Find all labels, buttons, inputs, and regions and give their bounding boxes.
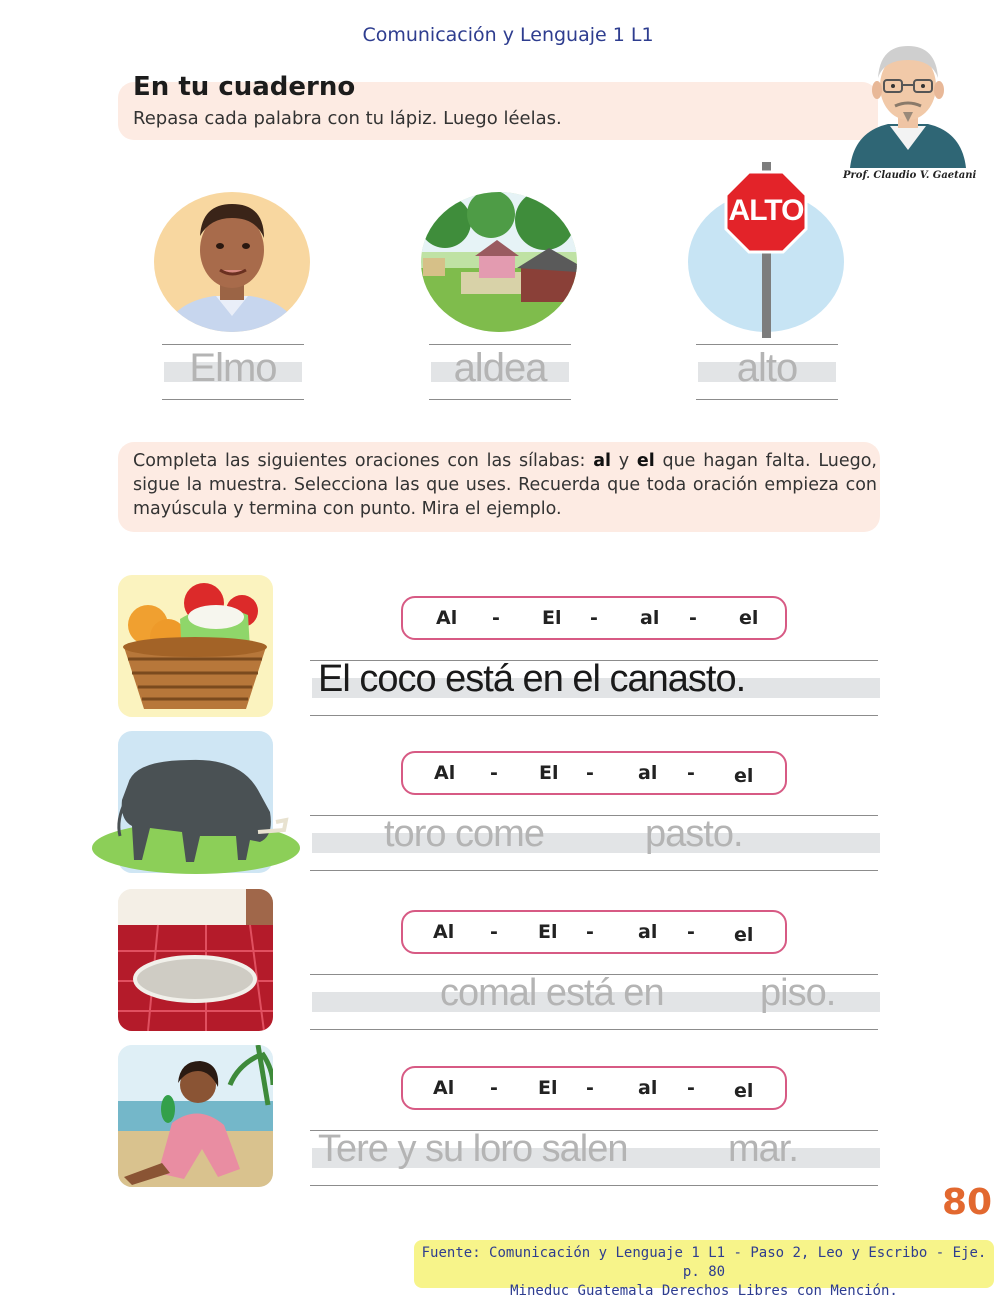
writing-line-bottom xyxy=(310,1185,878,1186)
option-separator: - xyxy=(590,607,598,629)
option-Al[interactable]: Al xyxy=(434,762,456,784)
option-separator: - xyxy=(689,607,697,629)
stop-sign-icon xyxy=(724,170,808,254)
trace-word-3 xyxy=(696,344,838,400)
option-separator: - xyxy=(490,921,498,943)
trace-word-text: Elmo xyxy=(189,346,277,390)
sentence-part-b: pasto. xyxy=(645,813,743,855)
option-El[interactable]: El xyxy=(538,1077,558,1099)
beach-girl-image xyxy=(118,1045,273,1187)
option-separator: - xyxy=(586,921,594,943)
writing-line-bottom xyxy=(310,715,878,716)
fruit-basket-image xyxy=(118,575,273,717)
syllable-options-4 xyxy=(401,1066,787,1110)
syllable-options-3 xyxy=(401,910,787,954)
trace-word-2 xyxy=(429,344,571,400)
trace-word-text: aldea xyxy=(453,346,547,390)
option-separator: - xyxy=(687,1077,695,1099)
boy-portrait-image xyxy=(154,192,310,332)
option-separator: - xyxy=(586,1077,594,1099)
option-separator: - xyxy=(490,1077,498,1099)
footer-line-2: Mineduc Guatemala Derechos Libres con Mención. xyxy=(510,1283,898,1299)
option-separator: - xyxy=(687,762,695,784)
section-title: En tu cuaderno xyxy=(133,72,356,102)
page-number: 80 xyxy=(942,1182,993,1223)
village-image xyxy=(421,192,577,332)
option-al-lower[interactable]: al xyxy=(640,607,660,629)
option-el-lower[interactable]: el xyxy=(734,1080,754,1102)
sentence-part-b: piso. xyxy=(760,972,836,1014)
professor-avatar xyxy=(848,40,968,170)
option-El[interactable]: El xyxy=(539,762,559,784)
trace-word-1 xyxy=(162,344,304,400)
option-separator: - xyxy=(492,607,500,629)
option-al-lower[interactable]: al xyxy=(638,762,658,784)
option-Al[interactable]: Al xyxy=(433,1077,455,1099)
sentence-part-b: mar. xyxy=(728,1128,798,1170)
bull-grazing-illustration xyxy=(90,740,302,880)
option-El[interactable]: El xyxy=(538,921,558,943)
sentence-part-a: Tere y su loro salen xyxy=(318,1128,628,1170)
option-al-lower[interactable]: al xyxy=(638,921,658,943)
option-separator: - xyxy=(687,921,695,943)
section-instruction: Repasa cada palabra con tu lápiz. Luego léelas. xyxy=(133,108,562,129)
page-header-title: Comunicación y Lenguaje 1 L1 xyxy=(362,24,654,46)
writing-line-bottom xyxy=(310,1029,878,1030)
footer-line-1: Fuente: Comunicación y Lenguaje 1 L1 - Paso 2, Leo y Escribo - Eje. p. 80 xyxy=(421,1245,987,1280)
sentence-part-a: comal está en xyxy=(440,972,664,1014)
stop-sign-text: ALTO xyxy=(728,194,804,227)
syllable-options-1 xyxy=(401,596,787,640)
option-el-lower[interactable]: el xyxy=(734,924,754,946)
option-el-lower[interactable]: el xyxy=(739,607,759,629)
writing-line-bottom xyxy=(310,870,878,871)
option-Al[interactable]: Al xyxy=(433,921,455,943)
option-al-lower[interactable]: al xyxy=(638,1077,658,1099)
professor-caption: Prof. Claudio V. Gaetani xyxy=(843,170,977,181)
syllable-options-2 xyxy=(401,751,787,795)
option-el-lower[interactable]: el xyxy=(734,765,754,787)
example-sentence: El coco está en el canasto. xyxy=(318,658,746,700)
section2-instruction: Completa las siguientes oraciones con las sílabas: al y el que hagan falta. Luego, sigue la muestra. Selecciona las que uses. Recuerda que toda oración empieza con mayúscula y termina con punto. Mira el ejemplo. xyxy=(133,451,877,519)
source-footer xyxy=(414,1240,994,1299)
sentence-part-a: toro come xyxy=(384,813,544,855)
option-El[interactable]: El xyxy=(542,607,562,629)
option-Al[interactable]: Al xyxy=(436,607,458,629)
option-separator: - xyxy=(586,762,594,784)
option-separator: - xyxy=(490,762,498,784)
trace-word-text: alto xyxy=(736,346,798,390)
comal-image xyxy=(118,889,273,1031)
